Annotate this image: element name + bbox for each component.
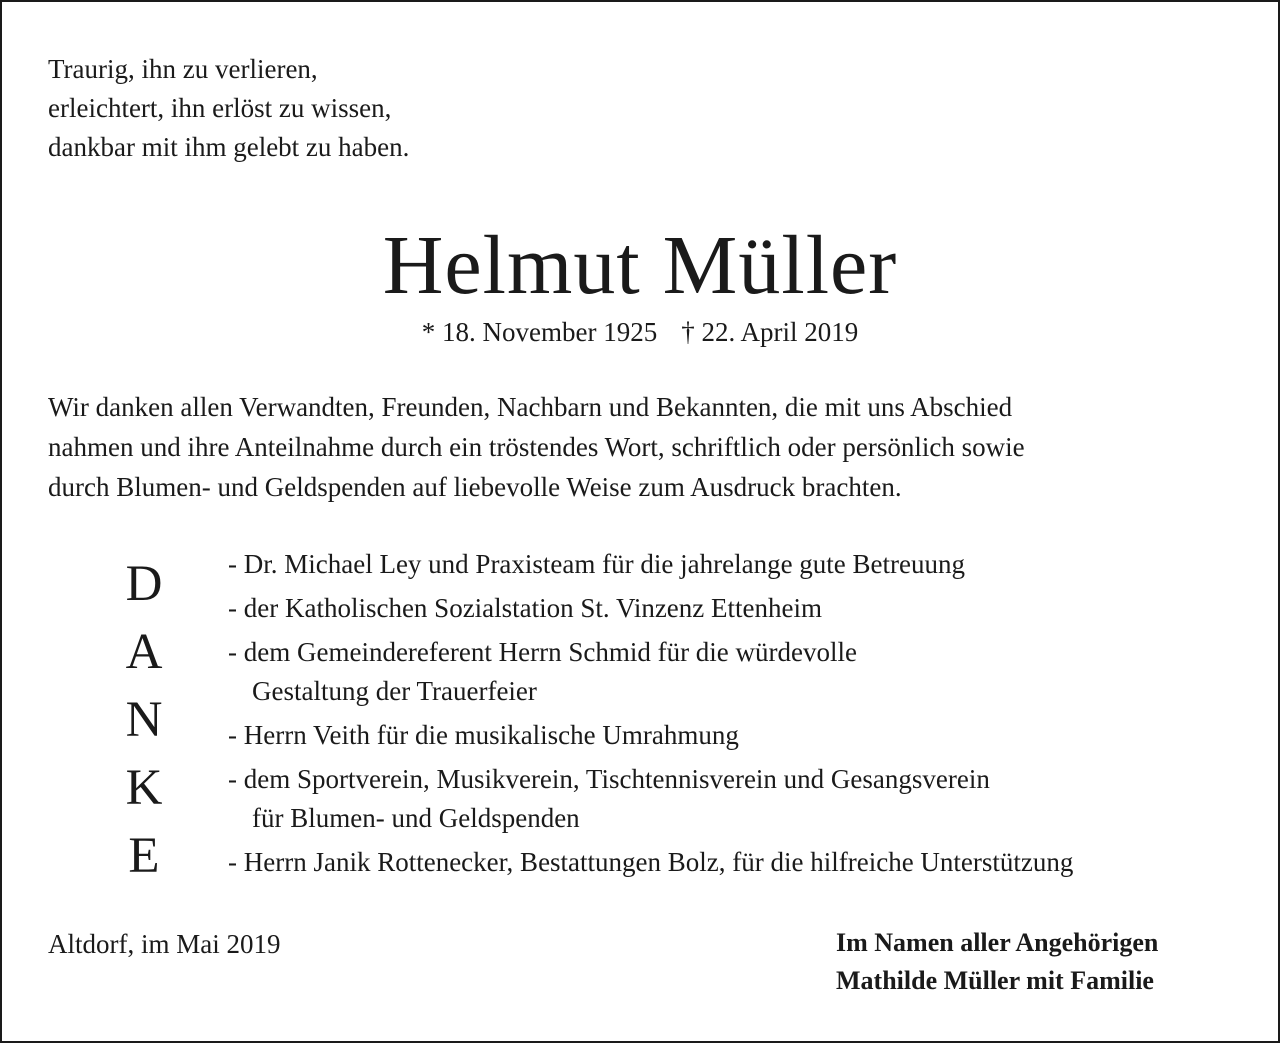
poem [48,50,409,167]
death-date: † 22. April 2019 [681,317,859,347]
list-item-text: - dem Gemeindereferent Herrn Schmid für die würdevolle [228,637,858,667]
thanks-paragraph [48,387,1025,507]
list-item-text: - Herrn Janik Rottenecker, Bestattungen Bolz, für die hilfreiche Unterstützung [228,847,1074,877]
thanks-list [228,545,1073,887]
list-item-text: - Dr. Michael Ley und Praxisteam für die jahrelange gute Betreuung [228,549,966,579]
poem-line: erleichtert, ihn erlöst zu wissen, [48,93,392,123]
signature-line: Im Namen aller Angehörigen [836,928,1159,957]
danke-letter: N [125,692,163,748]
thanks-line: nahmen und ihre Anteilnahme durch ein tröstendes Wort, schriftlich oder persönlich sowie [48,432,1025,462]
danke-letter: A [125,624,163,680]
list-item-text: - der Katholischen Sozialstation St. Vinzenz Ettenheim [228,593,822,623]
thanks-line: durch Blumen- und Geldspenden auf liebevolle Weise zum Ausdruck brachten. [48,472,902,502]
list-item [228,716,1073,755]
birth-date: * 18. November 1925 [421,317,658,347]
list-item [228,843,1073,882]
danke-vertical-word [114,550,174,890]
list-item [228,545,1073,584]
poem-line: dankbar mit ihm gelebt zu haben. [48,132,410,162]
list-item-continuation: Gestaltung der Trauerfeier [252,676,537,706]
danke-letter: E [128,828,160,884]
life-dates [2,314,1278,350]
list-item [228,760,1073,838]
list-item [228,589,1073,628]
list-item [228,633,1073,711]
list-item-text: - Herrn Veith für die musikalische Umrahmung [228,720,739,750]
list-item-text: - dem Sportverein, Musikverein, Tischtennisverein und Gesangsverein [228,764,990,794]
signature-line: Mathilde Müller mit Familie [836,966,1154,995]
danke-letter: D [125,556,163,612]
deceased-name: Helmut Müller [382,219,898,312]
signature-block [836,924,1158,1000]
poem-line: Traurig, ihn zu verlieren, [48,54,318,84]
place-and-date: Altdorf, im Mai 2019 [48,929,281,959]
list-item-continuation: für Blumen- und Geldspenden [252,803,580,833]
thanks-line: Wir danken allen Verwandten, Freunden, Nachbarn und Bekannten, die mit uns Abschied [48,392,1013,422]
danke-letter: K [125,760,163,816]
